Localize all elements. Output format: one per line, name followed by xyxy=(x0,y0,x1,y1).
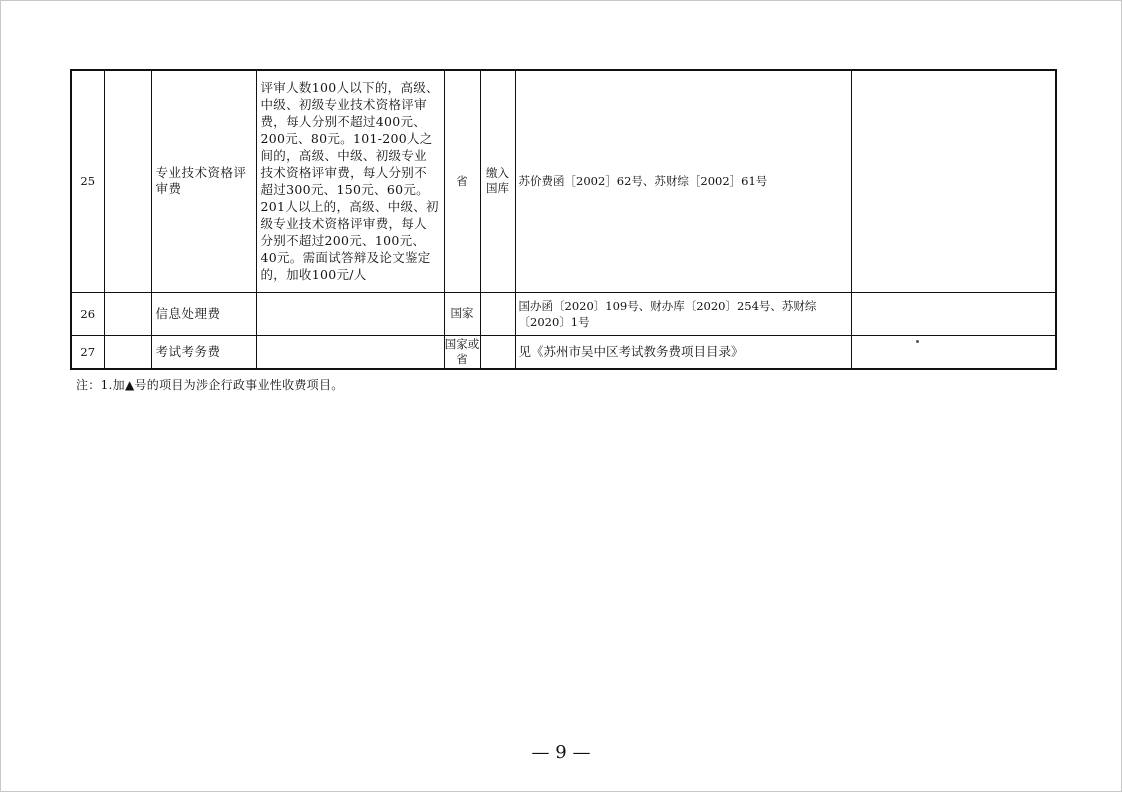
fund-management: 缴入国库 xyxy=(480,70,515,292)
blank-cell xyxy=(104,70,151,292)
fee-name: 信息处理费 xyxy=(151,292,256,335)
page-number: — 9 — xyxy=(531,742,591,763)
fund-management xyxy=(480,335,515,369)
blank-cell xyxy=(104,335,151,369)
remark-cell xyxy=(851,292,1056,335)
policy-document: 国办函〔2020〕109号、财办库〔2020〕254号、苏财综〔2020〕1号 xyxy=(515,292,851,335)
row-number: 27 xyxy=(71,335,104,369)
stray-mark xyxy=(916,340,919,343)
fee-standard xyxy=(256,335,444,369)
fee-name: 专业技术资格评审费 xyxy=(151,70,256,292)
blank-cell xyxy=(104,292,151,335)
approval-level: 省 xyxy=(444,70,480,292)
footnote: 注：1.加▲号的项目为涉企行政事业性收费项目。 xyxy=(76,378,344,392)
remark-cell xyxy=(851,70,1056,292)
fee-table xyxy=(70,69,1057,370)
table-row xyxy=(71,335,1056,369)
table-row xyxy=(71,292,1056,335)
fee-name: 考试考务费 xyxy=(151,335,256,369)
policy-document: 见《苏州市吴中区考试教务费项目目录》 xyxy=(515,335,851,369)
fee-standard xyxy=(256,292,444,335)
fee-standard: 评审人数100人以下的，高级、中级、初级专业技术资格评审费，每人分别不超过400元、200元、80元。101-200人之间的，高级、中级、初级专业技术资格评审费，每人分别不超过300元、150元、60元。201人以上的，高级、中级、初级专业技术资格评审费，每人分别不超过200元、100元、40元。需面试答辩及论文鉴定的，加收100元/人 xyxy=(256,70,444,292)
approval-level: 国家或省 xyxy=(444,335,480,369)
fund-management xyxy=(480,292,515,335)
remark-cell xyxy=(851,335,1056,369)
row-number: 25 xyxy=(71,70,104,292)
table-row xyxy=(71,70,1056,292)
policy-document: 苏价费函［2002］62号、苏财综［2002］61号 xyxy=(515,70,851,292)
row-number: 26 xyxy=(71,292,104,335)
approval-level: 国家 xyxy=(444,292,480,335)
